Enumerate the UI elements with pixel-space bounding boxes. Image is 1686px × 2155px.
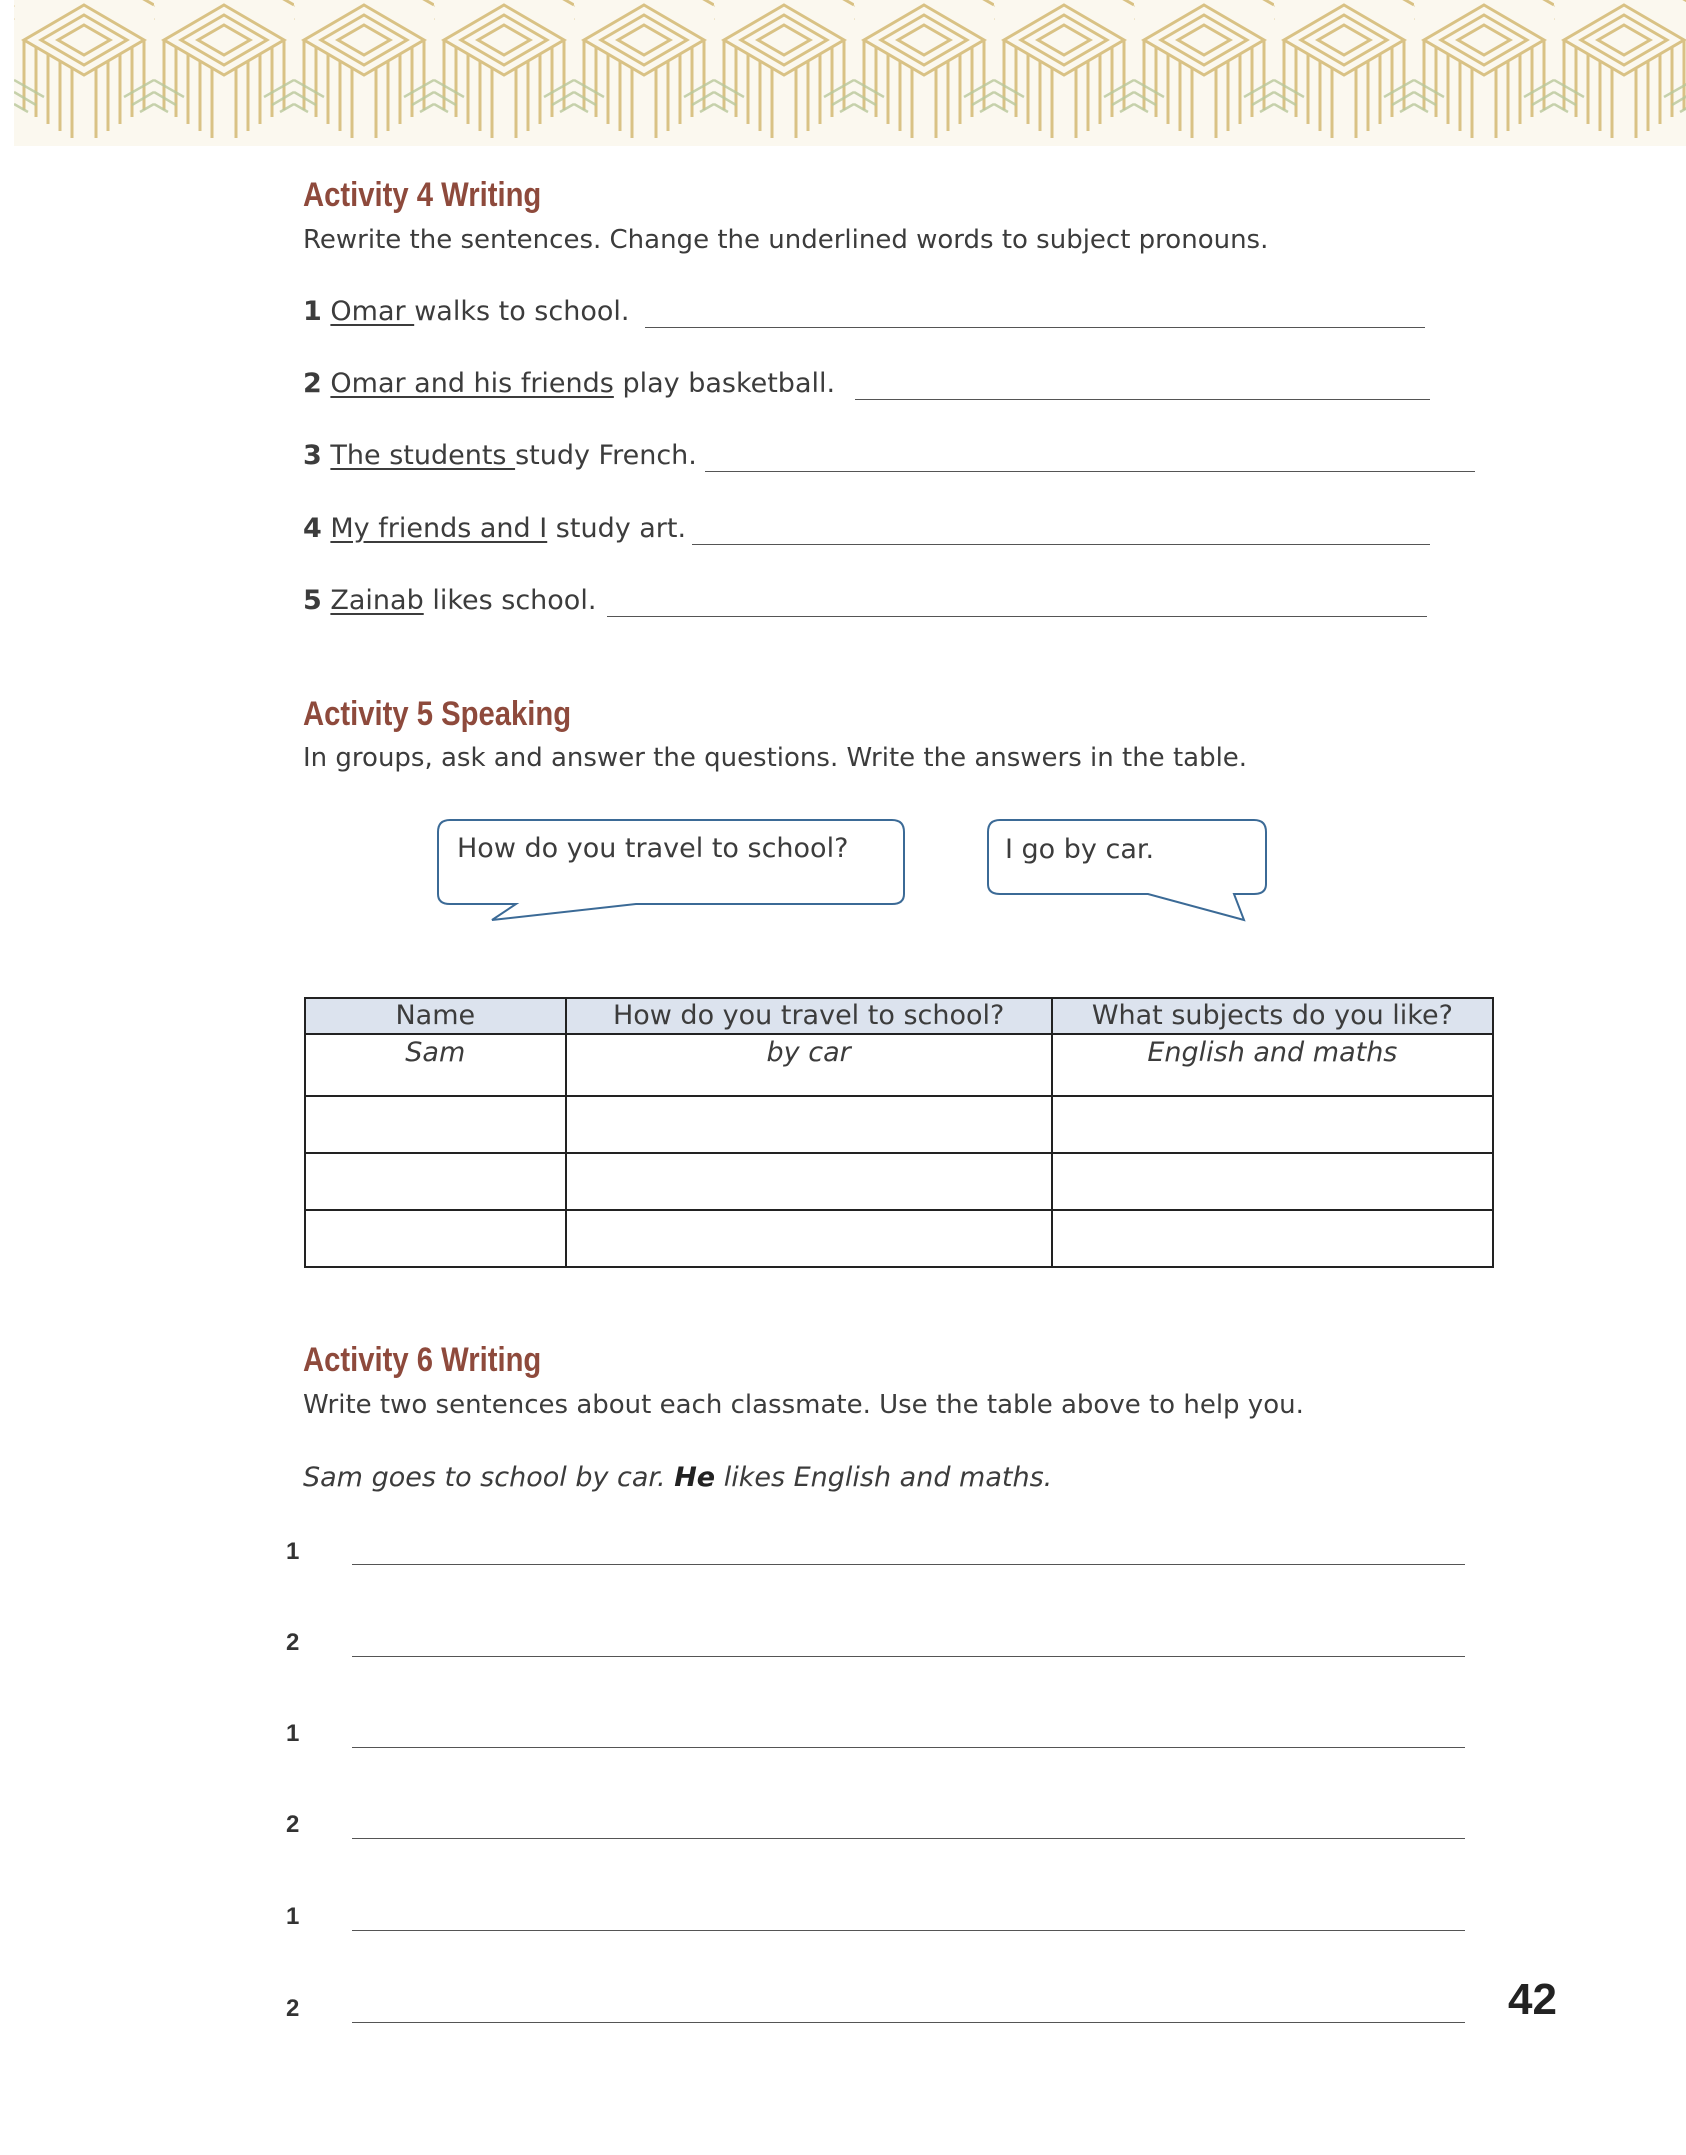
exercise-item-2 bbox=[303, 368, 835, 399]
underlined-words: My friends and I bbox=[330, 513, 548, 544]
table-row bbox=[305, 1096, 1493, 1153]
table-cell-blank[interactable] bbox=[1052, 1210, 1493, 1267]
example-part1: Sam goes to school by car. bbox=[303, 1462, 675, 1493]
activity5-instruction: In groups, ask and answer the questions. Write the answers in the table. bbox=[303, 743, 1248, 773]
writing-line-number: 1 bbox=[286, 1903, 300, 1930]
decorative-banner bbox=[14, 0, 1686, 146]
exercise-item-3 bbox=[303, 440, 697, 471]
sentence-rest: play basketball. bbox=[613, 368, 836, 399]
table-cell: by car bbox=[566, 1034, 1052, 1096]
answer-blank-2[interactable] bbox=[855, 399, 1430, 400]
table-cell-blank[interactable] bbox=[1052, 1153, 1493, 1210]
writing-line[interactable] bbox=[352, 1564, 1465, 1565]
writing-line[interactable] bbox=[352, 1747, 1465, 1748]
writing-line-number: 1 bbox=[286, 1538, 300, 1565]
sentence-rest: study art. bbox=[547, 513, 687, 544]
example-bold-pronoun: He bbox=[674, 1462, 716, 1493]
answer-blank-3[interactable] bbox=[705, 471, 1475, 472]
answer-blank-5[interactable] bbox=[607, 616, 1427, 617]
table-cell-blank[interactable] bbox=[305, 1210, 566, 1267]
writing-line-number: 2 bbox=[286, 1629, 300, 1656]
table-cell: English and maths bbox=[1052, 1034, 1493, 1096]
writing-line[interactable] bbox=[352, 1838, 1465, 1839]
table-cell-blank[interactable] bbox=[305, 1096, 566, 1153]
table-cell: Sam bbox=[305, 1034, 566, 1096]
activity4-heading: Activity 4 Writing bbox=[303, 176, 542, 214]
column-header-subjects: What subjects do you like? bbox=[1052, 998, 1493, 1034]
underlined-words: Zainab bbox=[330, 585, 424, 616]
table-row bbox=[305, 1210, 1493, 1267]
column-header-name: Name bbox=[305, 998, 566, 1034]
activity6-instruction: Write two sentences about each classmate. Use the table above to help you. bbox=[303, 1390, 1304, 1420]
activity6-heading: Activity 6 Writing bbox=[303, 1341, 542, 1379]
exercise-item-5 bbox=[303, 585, 596, 616]
sentence-rest: likes school. bbox=[423, 585, 597, 616]
item-number: 2 bbox=[303, 368, 322, 399]
table-cell-blank[interactable] bbox=[566, 1153, 1052, 1210]
sentence-rest: study French. bbox=[515, 440, 697, 471]
writing-line[interactable] bbox=[352, 2022, 1465, 2023]
underlined-words: Omar bbox=[330, 296, 415, 327]
writing-line-number: 2 bbox=[286, 1811, 300, 1838]
table-header-row bbox=[305, 998, 1493, 1034]
underlined-words: The students bbox=[330, 440, 516, 471]
item-number: 5 bbox=[303, 585, 322, 616]
table-cell-blank[interactable] bbox=[566, 1210, 1052, 1267]
table-cell-blank[interactable] bbox=[305, 1153, 566, 1210]
activity4-instruction: Rewrite the sentences. Change the underlined words to subject pronouns. bbox=[303, 225, 1269, 255]
example-sentence bbox=[303, 1462, 1052, 1493]
table-cell-blank[interactable] bbox=[1052, 1096, 1493, 1153]
answer-blank-1[interactable] bbox=[645, 327, 1425, 328]
answer-blank-4[interactable] bbox=[692, 544, 1430, 545]
item-number: 1 bbox=[303, 296, 322, 327]
underlined-words: Omar and his friends bbox=[330, 368, 614, 399]
item-number: 3 bbox=[303, 440, 322, 471]
survey-table bbox=[304, 997, 1494, 1268]
activity5-heading: Activity 5 Speaking bbox=[303, 695, 572, 733]
writing-line[interactable] bbox=[352, 1656, 1465, 1657]
sentence-rest: walks to school. bbox=[414, 296, 630, 327]
exercise-item-1 bbox=[303, 296, 629, 327]
table-row bbox=[305, 1034, 1493, 1096]
item-number: 4 bbox=[303, 513, 322, 544]
bubble-answer-text: I go by car. bbox=[1005, 834, 1155, 865]
table-row bbox=[305, 1153, 1493, 1210]
example-part2: likes English and maths. bbox=[715, 1462, 1053, 1493]
writing-line-number: 1 bbox=[286, 1720, 300, 1747]
table-cell-blank[interactable] bbox=[566, 1096, 1052, 1153]
column-header-travel: How do you travel to school? bbox=[566, 998, 1052, 1034]
page-number: 42 bbox=[1508, 1975, 1557, 2024]
bubble-question-text: How do you travel to school? bbox=[457, 833, 849, 864]
exercise-item-4 bbox=[303, 513, 686, 544]
writing-line[interactable] bbox=[352, 1930, 1465, 1931]
writing-line-number: 2 bbox=[286, 1995, 300, 2022]
